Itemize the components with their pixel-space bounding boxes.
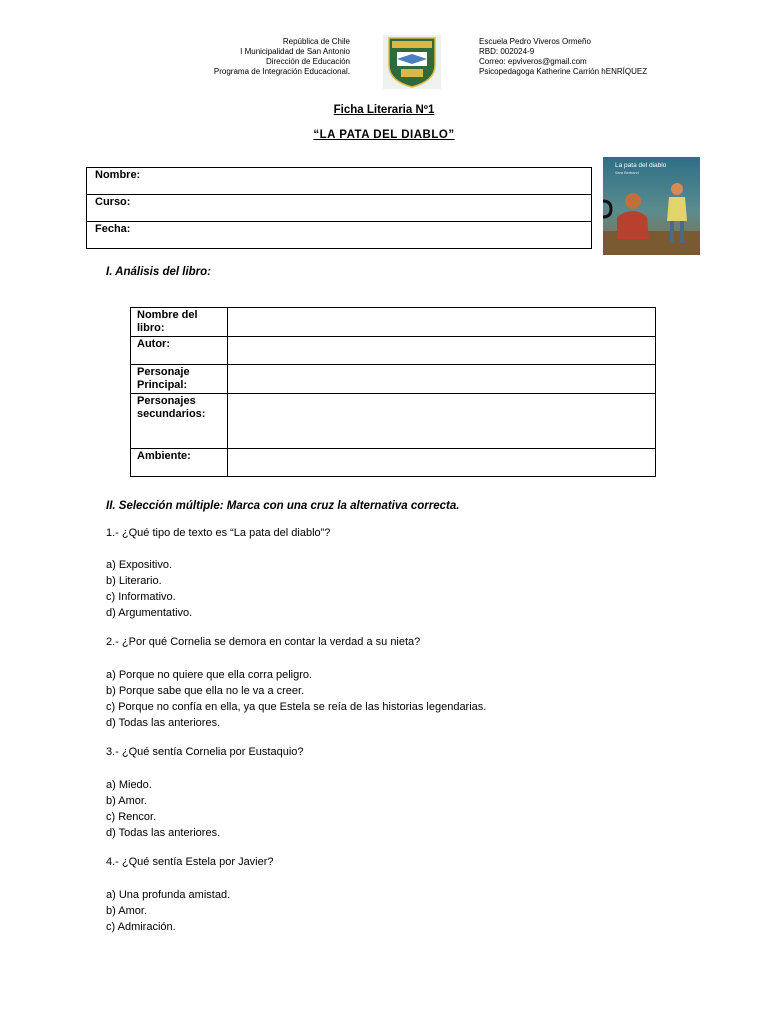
worksheet-title: Ficha Literaria Nº1 — [333, 104, 435, 116]
student-field-label: Curso: — [95, 196, 131, 208]
analysis-value-cell[interactable] — [228, 308, 656, 337]
answer-option[interactable]: c) Porque no confía en ella, ya que Estela se reía de las historias legendarias. — [106, 701, 487, 713]
answer-option[interactable]: c) Informativo. — [106, 591, 176, 603]
analysis-label: Ambiente: — [131, 449, 228, 477]
header-left-block — [150, 37, 350, 77]
header-left-line: I Municipalidad de San Antonio — [240, 47, 350, 56]
analysis-label: Personaje Principal: — [131, 365, 228, 394]
analysis-value-cell[interactable] — [228, 394, 656, 449]
book-title: “LA PATA DEL DIABLO” — [313, 129, 455, 141]
student-field-label: Nombre: — [95, 169, 141, 181]
cover-author: Sara Bertrand — [615, 171, 639, 175]
header-right-line: RBD: 002024-9 — [479, 47, 535, 56]
answer-option[interactable]: b) Amor. — [106, 795, 147, 807]
analysis-row — [131, 365, 656, 394]
question-options — [106, 667, 486, 731]
header-left-line: Programa de Integración Educacional. — [213, 67, 350, 76]
analysis-row — [131, 394, 656, 449]
header-left-line: Dirección de Educación — [265, 57, 350, 66]
analysis-value-cell[interactable] — [228, 449, 656, 477]
question-options — [106, 887, 230, 935]
section-analysis-heading: I. Análisis del libro: — [106, 266, 212, 278]
question-text: 1.- ¿Qué tipo de texto es “La pata del diablo”? — [106, 527, 331, 539]
answer-option[interactable]: b) Porque sabe que ella no le va a creer. — [106, 685, 305, 697]
answer-option[interactable]: d) Todas las anteriores. — [106, 827, 221, 839]
question-options — [106, 777, 220, 841]
answer-option[interactable]: b) Literario. — [106, 575, 162, 587]
analysis-row — [131, 308, 656, 337]
cover-title: La pata del diablo — [615, 162, 667, 169]
answer-option[interactable]: a) Porque no quiere que ella corra peligro. — [106, 669, 313, 681]
header-right-block — [479, 37, 739, 77]
answer-option[interactable]: a) Expositivo. — [106, 559, 173, 571]
header-left-line: República de Chile — [282, 37, 350, 46]
header-right-line: Psicopedagoga Katherine Carrión hENRÍQUEZ — [479, 67, 648, 76]
analysis-label: Nombre del libro: — [131, 308, 228, 337]
answer-option[interactable]: c) Admiración. — [106, 921, 176, 933]
analysis-value-cell[interactable] — [228, 365, 656, 394]
analysis-label: Personajes secundarios: — [131, 394, 228, 449]
answer-option[interactable]: a) Una profunda amistad. — [106, 889, 231, 901]
analysis-label: Autor: — [131, 337, 228, 365]
question-text: 4.- ¿Qué sentía Estela por Javier? — [106, 856, 274, 868]
student-field-row[interactable] — [87, 222, 592, 249]
book-analysis-table — [130, 307, 656, 477]
answer-option[interactable]: c) Rencor. — [106, 811, 157, 823]
student-field-row[interactable] — [87, 195, 592, 222]
header-right-line: Escuela Pedro Viveros Ormeño — [479, 37, 591, 46]
analysis-row — [131, 449, 656, 477]
question-text: 2.- ¿Por qué Cornelia se demora en contar la verdad a su nieta? — [106, 636, 421, 648]
analysis-value-cell[interactable] — [228, 337, 656, 365]
school-crest-logo — [383, 35, 441, 89]
answer-option[interactable]: d) Argumentativo. — [106, 607, 193, 619]
student-info-table — [86, 167, 592, 249]
section-multiple-choice-heading: II. Selección múltiple: Marca con una cruz la alternativa correcta. — [106, 500, 460, 512]
answer-option[interactable]: d) Todas las anteriores. — [106, 717, 221, 729]
student-field-label: Fecha: — [95, 223, 131, 235]
header-right-line: Correo: epviveros@gmail.com — [479, 57, 587, 66]
answer-option[interactable]: b) Amor. — [106, 905, 147, 917]
analysis-row — [131, 337, 656, 365]
student-field-row[interactable] — [87, 168, 592, 195]
book-cover-image — [603, 157, 700, 255]
answer-option[interactable]: a) Miedo. — [106, 779, 152, 791]
question-options — [106, 557, 192, 621]
question-text: 3.- ¿Qué sentía Cornelia por Eustaquio? — [106, 746, 304, 758]
